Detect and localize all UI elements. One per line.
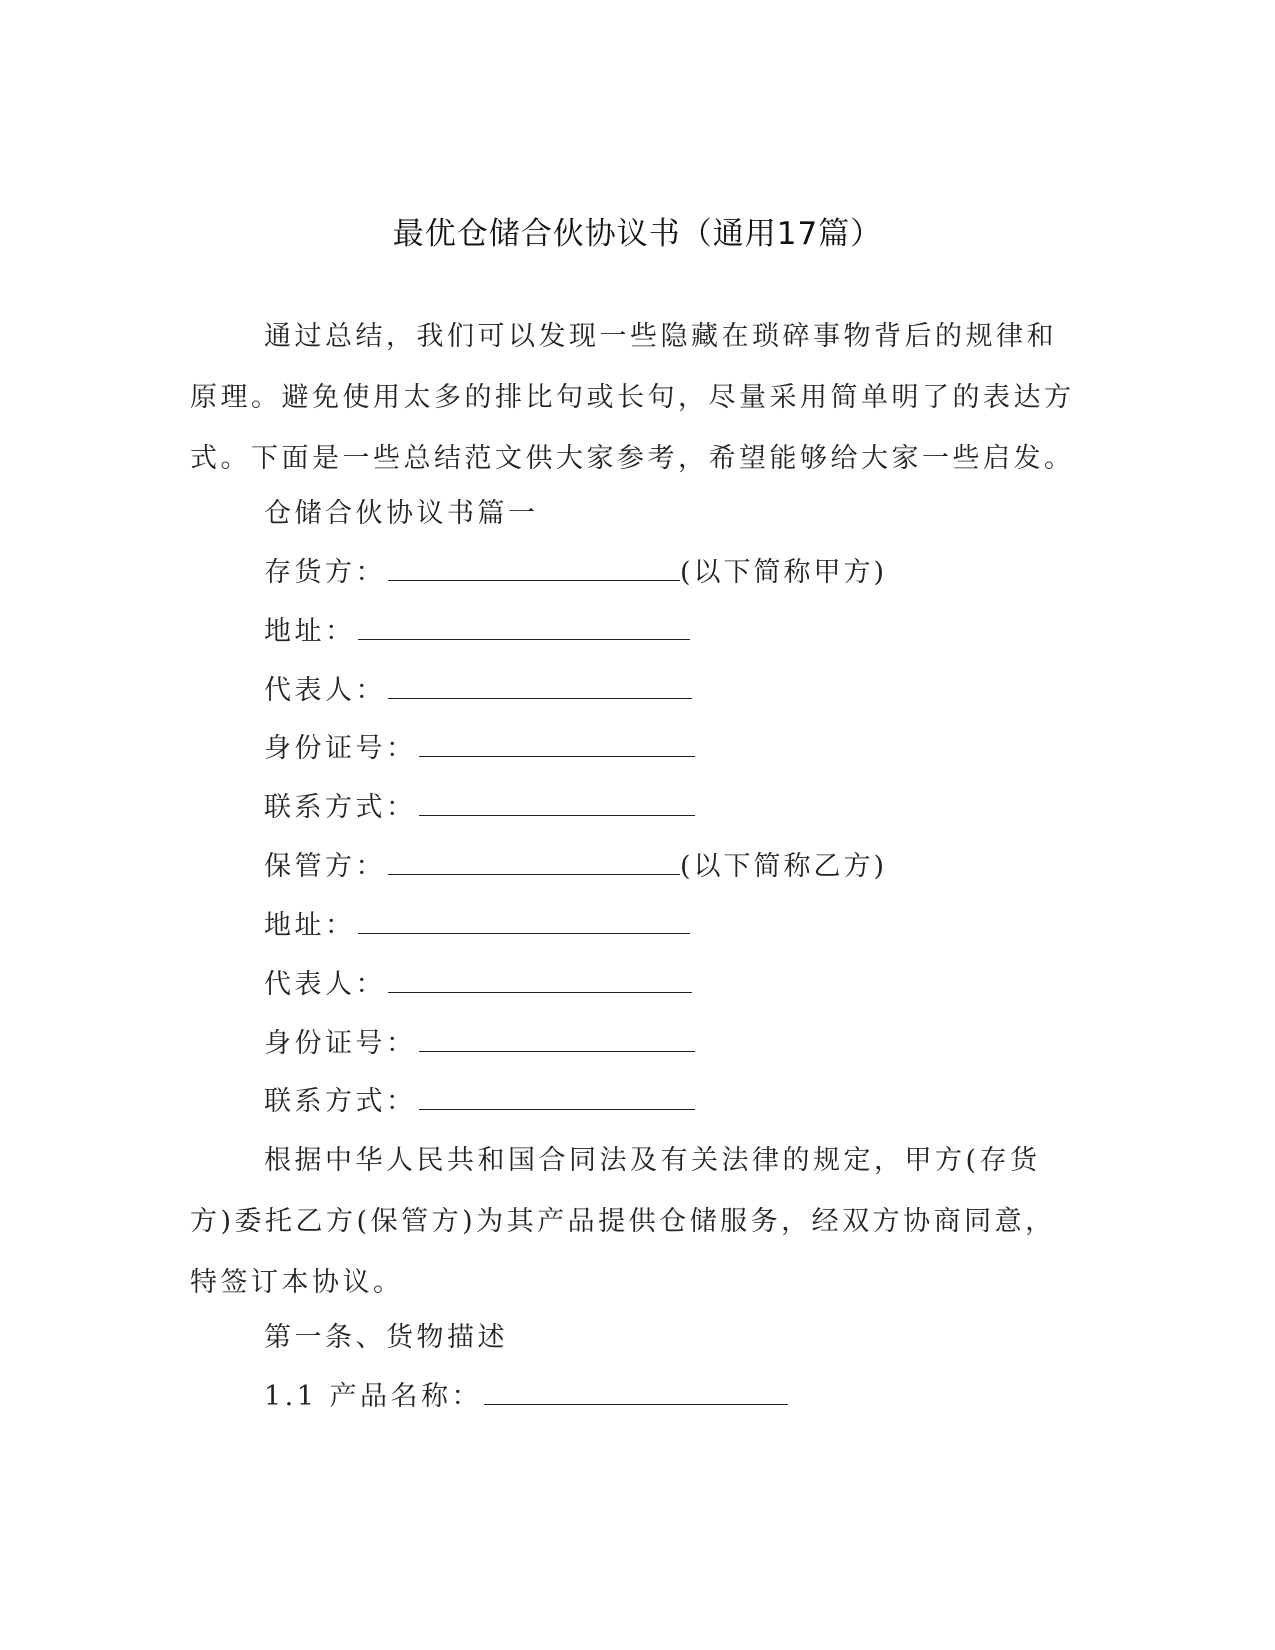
party-b-address-blank (358, 907, 690, 934)
party-a-name-blank (388, 554, 680, 581)
party-b-name-suffix: (以下简称乙方) (680, 851, 888, 882)
party-b-rep-blank (388, 966, 692, 993)
intro-paragraph: 通过总结，我们可以发现一些隐藏在琐碎事物背后的规律和原理。避免使用太多的排比句或长句，尽量采用简单明了的表达方式。下面是一些总结范文供大家参考，希望能够给大家一些启发。 (190, 321, 1075, 474)
party-a-contact-blank (419, 789, 695, 816)
party-a-id-line (264, 729, 695, 769)
party-b-id-blank (419, 1025, 695, 1052)
party-b-contact-label: 联系方式： (264, 1086, 417, 1117)
party-a-rep-label: 代表人： (264, 675, 386, 706)
party-a-address-blank (358, 613, 690, 640)
party-a-name-label: 存货方： (264, 557, 386, 588)
product-name-label: 1.1 产品名称： (264, 1381, 483, 1412)
product-name-line (264, 1377, 788, 1417)
party-b-name-line (264, 847, 887, 887)
party-a-id-label: 身份证号： (264, 733, 417, 764)
basis-paragraph: 根据中华人民共和国合同法及有关法律的规定，甲方(存货方)委托乙方(保管方)为其产品提供仓储服务，经双方协商同意，特签订本协议。 (190, 1145, 1056, 1298)
party-a-id-blank (419, 730, 695, 757)
party-a-name-suffix: (以下简称甲方) (680, 557, 888, 588)
document-title: 最优仓储合伙协议书（通用17篇） (392, 216, 883, 252)
party-a-name-line (264, 553, 887, 593)
party-b-name-blank (388, 848, 680, 875)
party-a-address-label: 地址： (264, 616, 356, 647)
product-name-blank (484, 1378, 788, 1405)
party-a-rep-blank (388, 672, 692, 699)
party-a-address-line (264, 612, 690, 652)
party-b-address-line (264, 906, 690, 946)
article-1-heading: 第一条、货物描述 (264, 1322, 508, 1353)
section-heading: 仓储合伙协议书篇一 (264, 498, 539, 529)
party-b-address-label: 地址： (264, 910, 356, 941)
party-b-rep-label: 代表人： (264, 969, 386, 1000)
party-a-contact-line (264, 788, 695, 828)
party-b-name-label: 保管方： (264, 851, 386, 882)
party-b-rep-line (264, 965, 692, 1005)
party-b-id-label: 身份证号： (264, 1028, 417, 1059)
party-a-contact-label: 联系方式： (264, 792, 417, 823)
party-b-contact-blank (419, 1083, 695, 1110)
party-b-id-line (264, 1024, 695, 1064)
party-a-rep-line (264, 671, 692, 711)
party-b-contact-line (264, 1082, 695, 1122)
